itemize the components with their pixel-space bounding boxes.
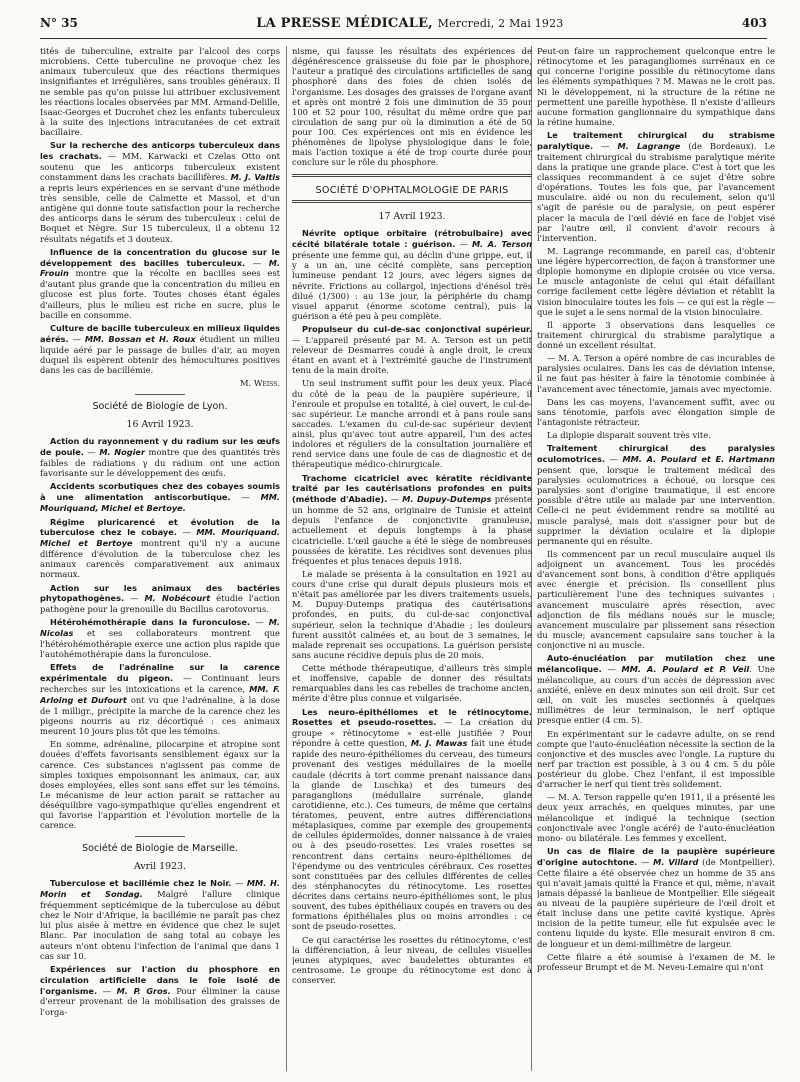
society-heading-box — [292, 174, 532, 204]
abstract — [537, 443, 775, 546]
paragraph: M. Lagrange recommande, en pareil cas, d'obtenir une légère hypercorrection, de façon à transformer une diplopie homonyme en diplopie croisée ou vice versa. Le muscle antagoniste de celui qui était défaillant corrige facilement cette légère déviation et rétablit la vision binoculaire toutes les fois — ce qui est la règle — que le sujet a le sens normal de la vision binoculaire. — [537, 245, 775, 317]
abstract — [40, 517, 280, 580]
section-divider — [135, 836, 185, 837]
abstract-title: Les neuro-épithéliomes et le rétinocytome. Rosettes et pseudo-rosettes. — [292, 706, 532, 728]
journal-name: LA PRESSE MÉDICALE, — [256, 16, 433, 31]
abstract — [40, 964, 280, 1017]
abstract-text: et ses collaborateurs montrent que l'hétérohémothérapie exerce une action plus rapide que l'autohémothérapie dans la furonculose. — [40, 628, 280, 660]
dash: — — [641, 856, 650, 867]
paragraph: — M. A. Terson a opéré nombre de cas incurables de paralysies oculaires. Dans les cas de déviation intense, il ne faut pas hésiter à faire la ténotomie combinée à l'avancement avec ténectomie, jamais avec myectomie. — [537, 353, 775, 394]
abstract-title: Accidents scorbutiques chez des cobayes soumis à une alimentation antiscorbutique. — [40, 480, 280, 502]
abstract-text: présente un homme de 52 ans, originaire de Tunisie et atteint depuis l'enfance de conjonctivite granuleuse, actuellement et depuis longtemps à la phase cicatricielle. L'œil gauche a été le siège de nombreuses poussées de kératite. Les récidives sont devenues plus fréquentes et plus tenaces depuis 1918. — [292, 494, 532, 566]
abstract-title: Auto-énucléation par mutilation chez une mélancolique. — [537, 653, 775, 674]
abstract — [40, 436, 280, 478]
abstract — [292, 228, 532, 321]
issue-date: Mercredi, 2 Mai 1923 — [437, 17, 564, 30]
abstract-title: Régime pluricarencé et évolution de la tuberculose chez le cobaye. — [40, 516, 280, 538]
author: M. Nogier — [99, 446, 145, 457]
author: M. Nobécourt — [144, 593, 211, 604]
abstract-title: Tuberculose et bacillémie chez le Noir. — [50, 878, 232, 889]
journal-title — [256, 16, 563, 32]
author: M. Nicolas — [40, 617, 280, 639]
abstract-text: présente une femme qui, au déclin d'une grippe, eut, il y a un an, une cécité complète, sans perception lumineuse pendant 12 jours, avec légers signes de névrite. Frictions au collargol, injections d'énésol très dilué (1/300) : au 13e jour, la périphérie du champ visuel apparut (énorme scotome central), puis la guérison a été peu à peu complète. — [292, 250, 532, 321]
abstract-text: — Continuant leurs recherches sur les intoxications et la carence, — [40, 673, 280, 695]
page-number: 403 — [741, 16, 767, 30]
column-divider-1 — [286, 46, 287, 1071]
abstract-text: étudient un milieu liquide aéré par le passage de bulles d'air, au moyen duquel ils espèrent obtenir des hémocultures positives dans les cas de bacillémie. — [40, 333, 280, 375]
paragraph: La diplopie disparait souvent très vite. — [547, 430, 711, 440]
paragraph: Ce qui caractérise les rosettes du rétinocytome, c'est la différenciation, à leur niveau, de cellules visuelles jeunes atypiques, avec baudelettes obturantes et centrosome. Le groupe du rétinocytome est donc à conserver. — [292, 934, 532, 985]
abstract — [292, 473, 532, 566]
dash: — — [609, 454, 618, 464]
author: M. Villard — [653, 856, 699, 867]
abstract-title: Culture de bacille tuberculeux en milieux liquides aérés. — [40, 322, 280, 344]
author: M. P. Gros. — [116, 985, 171, 996]
dash: — — [102, 985, 112, 996]
dash: — MM. — [107, 151, 142, 161]
abstract-text: . Une mélancolique, au cours d'un accès de dépression avec anxiété, enlève en deux minutes son œil droit. Sur cet œil, on voit les muscles sectionnés à quelques millimètres de leur terminaison, le nerf optique presque entier (4 cm. 5). — [537, 664, 775, 726]
paragraph: tités de tuberculine, extraite par l'alcool des corps microbiens. Cette tuberculine ne provoque chez les animaux tuberculeux que des réactions thermiques insignifiantes et irrégulières, sans troubles généraux. Il ne semble pas qu'on puisse lui attribuer exclusivement les réactions locales observées par MM. Armand-Delille, Isaac-Georges et Ducrohet chez les enfants tuberculeux à la suite des injections intracutanées de cet extrait bacillaire. — [40, 46, 280, 137]
session-date: Avril 1923. — [134, 860, 186, 872]
abstract-text: Malgré l'allure clinique fréquemment septicémique de la tuberculose au début chez le Noir d'Afrique, la bacillémie ne paraît pas chez lui plus aisée à mettre en évidence que chez le sujet Blanc. Par inoculation de sang total au cobaye les auteurs n'ont obtenu l'infection de l'animal que dans 1 cas sur 10. — [40, 889, 280, 961]
author: MM. A. Poulard et P. Veil — [621, 664, 750, 674]
dash: — — [255, 617, 264, 628]
abstract-title: Propulseur du cul-de-sac conjonctival supérieur. — [302, 324, 532, 334]
abstract-text: fait une étude rapide des neuro-épithéliomes du cerveau, des tumeurs provenant des vestiges médullaires de la moelle caudale (décrits à tort comme prenant naissance dans la glande de Luschka) et des tumeurs des paraganglions (médullaire surrénale, glande carotidienne, etc.). Ces tumeurs, de même que certains tératomes, peuvent, entre autres différenciations métaplasiques, comme par exemple des groupements de cellules épidermoïdes, donner naissance à de vraies ou à des pseudo-rosettes. Les vraies rosettes se rencontrent dans certains neuro-épithéliomes de l'épendyme ou des ventricules cérébraux. Ces rosettes sont constituées par des cellules différentes de celles des sténphanocytes du rétinocytome. Les rosettes décrites dans certains neuro-épithéliomes sont, le plus souvent, des tubes épithéliaux coupés en travers ou des formations épithéliales plus ou moins arrondies : ce sont de pseudo-rosettes. — [292, 738, 532, 932]
paragraph: Le malade se présenta à la consultation en 1921 au cours d'une crise qui durait depuis plusieurs mois et n'était pas améliorée par les divers traitements usuels. M. Dupuy-Dutemps pratiqua des cautérisations profondes, en puits, du cul-de-sac conjonctival supérieur, selon la technique d'Abadie ; les douleurs furent aussitôt calmées et, au bout de 3 semaines, le malade reprenait ses occupations. La guérison persiste sans aucune récidive depuis plus de 20 mois. — [292, 568, 532, 660]
abstract-text: pensent que, lorsque le traitement médical des paralysies oculomotrices a échoué, ou lorsque ces paralysies sont d'origine traumatique, il est encore possible d'être utile au malade par une intervention. Celle-ci ne peut évidemment rendre sa motilité au muscle paralysé, mais doit s'assigner pour but de supprimer la déviation oculaire et la diplopie permanente qui en résulte. — [537, 464, 775, 546]
abstract — [40, 140, 280, 244]
abstract-text: — L'appareil présenté par M. A. Terson est un petit releveur de Desmarres coudé à angle droit, le creux étant en avant et à l'extrémité gauche de l'instrument tenu de la main droite. — [292, 334, 532, 376]
paragraph: Un seul instrument suffit pour les deux yeux. Placé du côté de la peau de la paupière supérieure, il l'enroule et propulse en totalité, à ciel ouvert, le cul-de-sac supérieur. Le manche arrondi et à pans roule sans saccades. L'examen du cul-de-sac supérieur devient ainsi, plus qu'avec tout autre appareil, l'un des actes indolores et réguliers de la consultation journalière et rend service dans une foule de cas de diagnostic et de thérapeutique médico-chirurgicale. — [292, 378, 532, 470]
abstract — [537, 130, 775, 243]
dash: — — [130, 593, 139, 604]
column-1 — [40, 46, 280, 1076]
author: M. J. Valtis — [230, 172, 280, 182]
abstract — [40, 583, 280, 615]
abstract-title: Le traitement chirurgical du strabisme paralytique. — [537, 130, 775, 151]
paragraph: — M. A. Terson rappelle qu'en 1911, il a présenté les deux yeux arrachés, en quelques minutes, par une mélancolique et indiqué la technique (section conjonctivale avec l'ongle acéré) de l'auto-énucléation mono- ou bilatérale. Les femmes y excellent. — [537, 792, 775, 843]
abstract-title: Action sur les animaux des bactéries phytopathogènes. — [40, 582, 280, 604]
paragraph: Il apporte 3 observations dans lesquelles ce traitement chirurgical du strabisme paralytique a donné un excellent résultat. — [537, 319, 775, 350]
abstract — [40, 323, 280, 375]
author: M. Frouin — [40, 257, 280, 279]
abstract — [537, 653, 775, 725]
paragraph: Cette méthode thérapeutique, d'ailleurs très simple et inoffensive, capable de donner des résultats remarquables dans les cas rebelles de trachome ancien, mérite d'être plus connue et vulgarisée. — [292, 663, 532, 704]
paragraph: Peut-on faire un rapprochement quelconque entre le rétinocytome et les paragangliomes surrénaux en ce qui concerne l'origine possible du rétinocytome dans les éléments sympathiques ? M. Mawas ne le croit pas. Ni le développement, ni la structure de la rétine ne permettent une pareille hypothèse. Il n'existe d'ailleurs aucune formation ganglionnaire du sympathique dans la rétine humaine. — [537, 46, 775, 127]
paragraph: Dans les cas moyens, l'avancement suffit, avec ou sans ténotomie, parfois avec élongation simple de l'antagoniste rétracteur. — [537, 396, 775, 427]
author: MM. Mouriquand, Michel et Bertoye. — [40, 491, 280, 513]
author: MM. Bossan et H. Roux — [84, 333, 196, 344]
abstract — [40, 662, 280, 736]
abstract — [40, 617, 280, 659]
abstract-text: (de Montpellier). Cette filaire a été observée chez un homme de 35 ans qui n'avait jamais quitté la France et qui, même, n'avait jamais dépassé la banlieue de Montpellier. Elle siégeait au niveau de la paupière supérieure de l'œil droit et était incluse dans une petite cavité kystique. Après incision de la petite tumeur, elle fut expulsée avec le contenu liquide du kyste. Elle mesurait environ 8 cm. de longueur et un demi-millimètre de largeur. — [537, 856, 775, 949]
dash: — — [252, 257, 262, 268]
abstract-title: Influence de la concentration du glucose sur le développement des bacilles tuberculeux. — [40, 246, 280, 268]
dash: — — [390, 494, 399, 505]
abstract-text: montre que la récolte en bacilles sees est d'autant plus grande que la concentration du milieu en glucose est plus forte. Toutes choses étant égales d'ailleurs, plus le milieu est riche en sucre, plus le bacille en consomme. — [40, 268, 280, 320]
paragraph: Cette filaire a été soumise à l'examen de M. le professeur Brumpt et de M. Neveu-Lemaire qui n'ont — [537, 951, 775, 972]
abstract-title: Névrite optique orbitaire (rétrobulbaire) avec cécité bilatérale totale : guérison. — [292, 228, 532, 250]
abstract-title: Action du rayonnement γ du radium sur les œufs de poule. — [40, 435, 280, 457]
paragraph: En somme, adrénaline, pilocarpine et atropine sont douées d'effets favorisants sensiblement égaux sur la carence. Ces substances n'agissent pas comme de simples toxiques empoisonnant les animaux, car, aux doses employées, elles sont sans effet sur les témoins. Le mécanisme de leur action parait se rattacher au déséquilibre vago-sympathique qu'elles engendrent et qui favorise l'apparition et l'évolution mortelle de la carence. — [40, 739, 280, 831]
abstract-text: montre que des quantités très faibles de radiations γ du radium ont une action favorisante sur le développement des œufs. — [40, 446, 280, 478]
abstract-text: — La création du groupe « rétinocytome » est-elle justifiée ? Pour répondre à cette question, — [292, 717, 532, 749]
abstract-title: Expériences sur l'action du phosphore en circulation artificielle dans le foie isolé de l'organisme. — [40, 963, 280, 996]
dash: — — [601, 140, 610, 151]
abstract-text: étudie l'action pathogène pour la grenouille du Bacillus carotovorus. — [40, 593, 280, 615]
dash: — — [234, 878, 244, 889]
paragraph: Ils commencent par un recul musculaire auquel ils adjoignent un avancement. Tous les procédés d'avancement sont bons, à condition d'être appliqués avec énergie et précision. Ils conseillent plus particulièrement l'une des techniques suivantes : avancement musculaire après résection, avec adjonction de fils médians noués sur le muscle; avancement musculaire par plissement sans résection du muscle; avancement capsulaire sans toucher à la conjonctive ni au muscle. — [537, 548, 775, 650]
author: MM. F. Arloing et Dufourt — [40, 684, 280, 705]
author: M. Dupuy-Dutemps — [402, 494, 492, 505]
author: M. J. Mawas — [410, 738, 468, 749]
dash: — — [72, 333, 81, 344]
abstract-text: ont vu que l'adrénaline, à la dose de 1 milligr., précipite la marche de la carence chez les pigeons nourris au riz décortiqué : ces animaux meurent 10 jours plus tôt que les témoins. — [40, 695, 280, 737]
paragraph: nisme, qui fausse les résultats des expériences de dégénérescence graisseuse du foie par le phosphore, l'auteur a pratiqué des circulations artificielles de sang phosphoré dans des foies de chien isolés de l'organisme. Les dosages des graisses de l'organe avant et après ont montré 2 fois une diminution de 35 pour 100 et 52 pour 100, résultat du même ordre que par circulation de sang pur où la diminution a été de 50 pour 100. Ces expériences ont mis en évidence les phénomènes de lipolyse physiologique dans le foie, mais l'action toxique a été de trop courte durée pour conclure sur le rôle du phosphore. — [292, 46, 532, 168]
issue-number: N° 35 — [40, 16, 78, 30]
dash: — — [241, 491, 250, 502]
session-date: 16 Avril 1923. — [126, 418, 194, 430]
abstract-title: Trachome cicatriciel avec kératite récidivante traité par les cautérisations profondes en puits (méthode d'Abadie). — [292, 472, 532, 505]
abstract-title: Hétérohémothérapie dans la furonculose. — [50, 617, 251, 628]
dash: — — [182, 527, 191, 538]
signature: M. Weiss. — [239, 377, 280, 388]
abstract-text: Karwacki et Czelas Otto ont soutenu que les anticorps tuberculeux existent constamment dans les crachats bacillifères. — [40, 151, 280, 182]
author: MM. H. Morin et Sondag. — [40, 878, 280, 900]
session-date: 17 Avril 1923. — [378, 211, 446, 223]
abstract-text: a repris leurs expériences en se servant d'une méthode très sensible, celle de Calmette et Massol, et d'un antigène qui donne toute satisfaction pour la recherche des anticorps dans le sérum des tuberculeux : celui de Boquet et Nègre. Sur 15 tuberculeux, il a obtenu 12 résultats négatifs et 3 douteux. — [40, 182, 280, 244]
author: M. Lagrange — [617, 140, 681, 151]
abstract-text: Pour éliminer la cause d'erreur provenant de la mobilisation des graisses de l'orga- — [40, 985, 280, 1017]
society-heading: Société de Biologie de Lyon. — [92, 401, 228, 412]
page-header — [40, 16, 767, 39]
society-heading: SOCIÉTÉ D'OPHTALMOLOGIE DE PARIS — [315, 184, 509, 196]
dash: — — [87, 446, 96, 457]
society-heading: Société de Biologie de Marseille. — [82, 843, 238, 855]
abstract — [40, 481, 280, 514]
abstract-text: (de Bordeaux). Le traitement chirurgical du strabisme paralytique mérite dans la pratique une grande place. C'est à tort que les classiques recommandent à ce sujet d'être sobre d'opérations. Toutes les fois que, par l'avancement musculaire. aidé ou non du reculement, selon qu'il s'agit de parésie ou de paralysie, on peut espérer placer la macula de l'œil dévié en face de l'objet visé par l'autre œil, il convient d'avoir recours à l'intervention. — [537, 140, 775, 243]
abstract-title: Traitement chirurgical des paralysies oculomotrices. — [537, 443, 775, 464]
dash: — — [459, 239, 468, 250]
column-3 — [537, 46, 775, 1076]
paragraph: En expérimentant sur le cadavre adulte, on se rend compte que l'auto-énucléation nécessite la section de la conjonctive et des muscles avec l'ongle. La rupture du nerf par traction est possible, à 3 ou 4 cm. 5 du pôle postérieur du globe. Chez l'enfant, il est impossible d'arracher le nerf qui tient très solidement. — [537, 728, 775, 790]
author: MM. Mouriquand. Michel et Bertoye — [40, 527, 280, 549]
column-2 — [292, 46, 532, 1076]
dash: — — [607, 664, 616, 674]
abstract-title: Sur la recherche des anticorps tuberculeux dans les crachats. — [40, 140, 280, 161]
abstract — [40, 247, 280, 320]
abstract — [40, 878, 280, 961]
abstract — [292, 707, 532, 932]
abstract-title: Un cas de filaire de la paupière supérieure d'origine autochtone. — [537, 845, 775, 867]
abstract-title: Effets de l'adrénaline sur la carence expérimentale du pigeon. — [40, 662, 280, 684]
abstract — [292, 324, 532, 375]
section-divider — [135, 394, 185, 395]
abstract — [537, 846, 775, 949]
author: M. A. Terson — [472, 239, 532, 250]
abstract-text: montrent qu'il n'y a aucune différence d'évolution de la tuberculose chez les animaux carencés comparativement aux animaux normaux. — [40, 538, 280, 580]
author: MM. A. Poulard et E. Hartmann — [622, 454, 775, 464]
